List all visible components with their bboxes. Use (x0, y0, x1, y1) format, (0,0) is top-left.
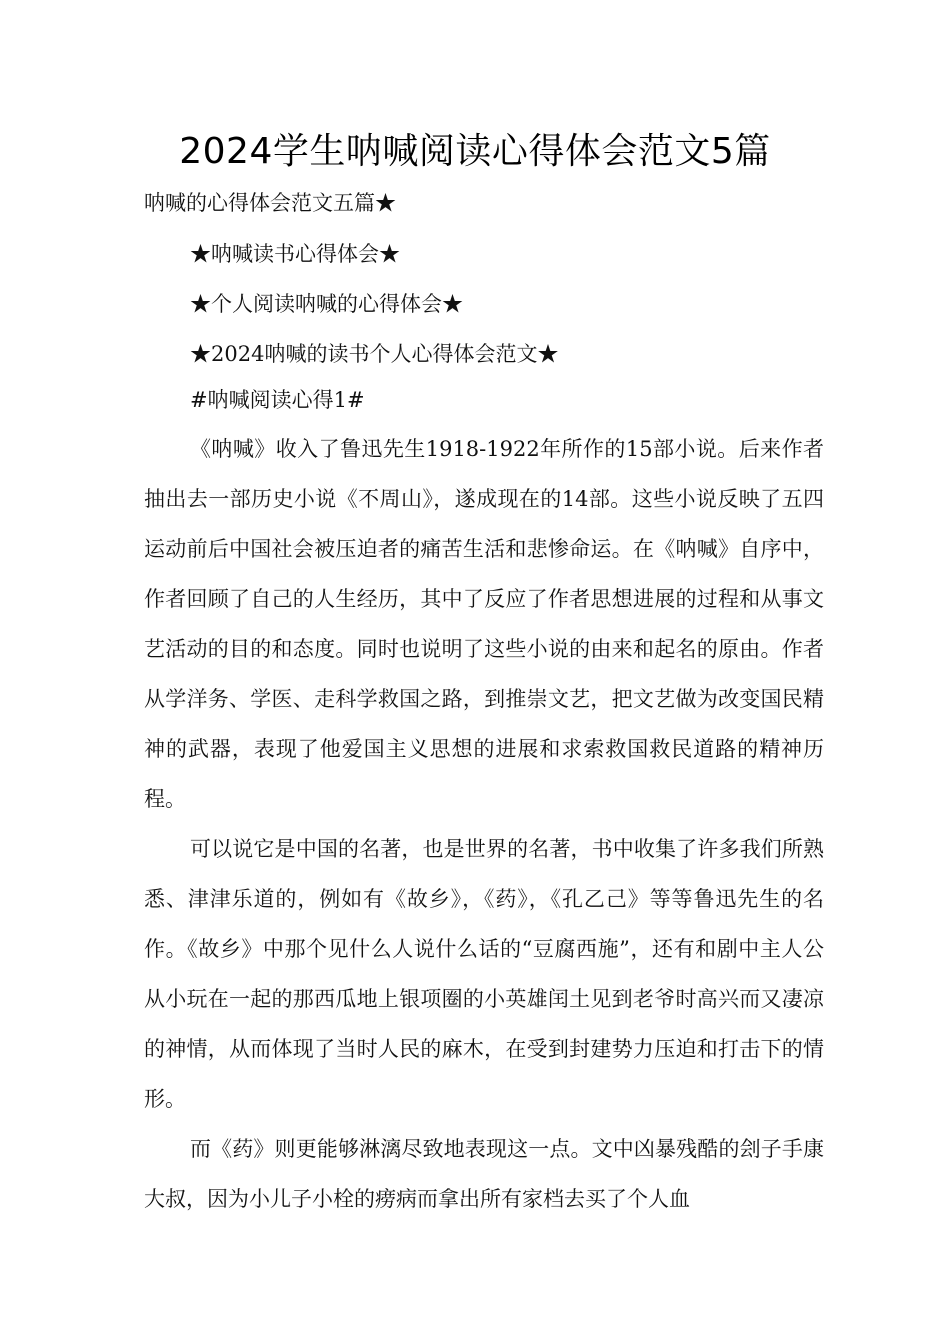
toc-item-overview: 呐喊的心得体会范文五篇★ (144, 191, 396, 215)
body-paragraph-1: 《呐喊》收入了鲁迅先生1918-1922年所作的15部小说。后来作者抽出去一部历史小说《不周山》，遂成现在的14部。这些小说反映了五四运动前后中国社会被压迫者的痛苦生活和悲惨命运。在《呐喊》自序中，作者回顾了自己的人生经历，其中了反应了作者思想进展的过程和从事文艺活动的目的和态度。同时也说明了这些小说的由来和起名的原由。作者从学洋务、学医、走科学救国之路，到推崇文艺，把文艺做为改变国民精神的武器，表现了他爱国主义思想的进展和求索救国救民道路的精神历程。 (144, 437, 824, 811)
body-paragraph-3: 而《药》则更能够淋漓尽致地表现这一点。文中凶暴残酷的刽子手康大叔，因为小儿子小栓的痨病而拿出所有家档去买了个人血 (144, 1137, 824, 1211)
toc-item-personal-reading: ★个人阅读呐喊的心得体会★ (190, 292, 463, 316)
toc-item-reading-notes: ★呐喊读书心得体会★ (190, 242, 400, 266)
document-title: 2024学生呐喊阅读心得体会范文5篇 (179, 131, 771, 172)
toc-item-2024-essay: ★2024呐喊的读书个人心得体会范文★ (190, 342, 559, 366)
body-paragraph-2: 可以说它是中国的名著，也是世界的名著，书中收集了许多我们所熟悉、津津乐道的，例如有《故乡》，《药》，《孔乙己》等等鲁迅先生的名作。《故乡》中那个见什么人说什么话的“豆腐西施”，还有和剧中主人公从小玩在一起的那西瓜地上银项圈的小英雄闰土见到老爷时高兴而又凄凉的神情，从而体现了当时人民的麻木，在受到封建势力压迫和打击下的情形。 (144, 837, 824, 1111)
section-heading: #呐喊阅读心得1# (190, 388, 365, 412)
